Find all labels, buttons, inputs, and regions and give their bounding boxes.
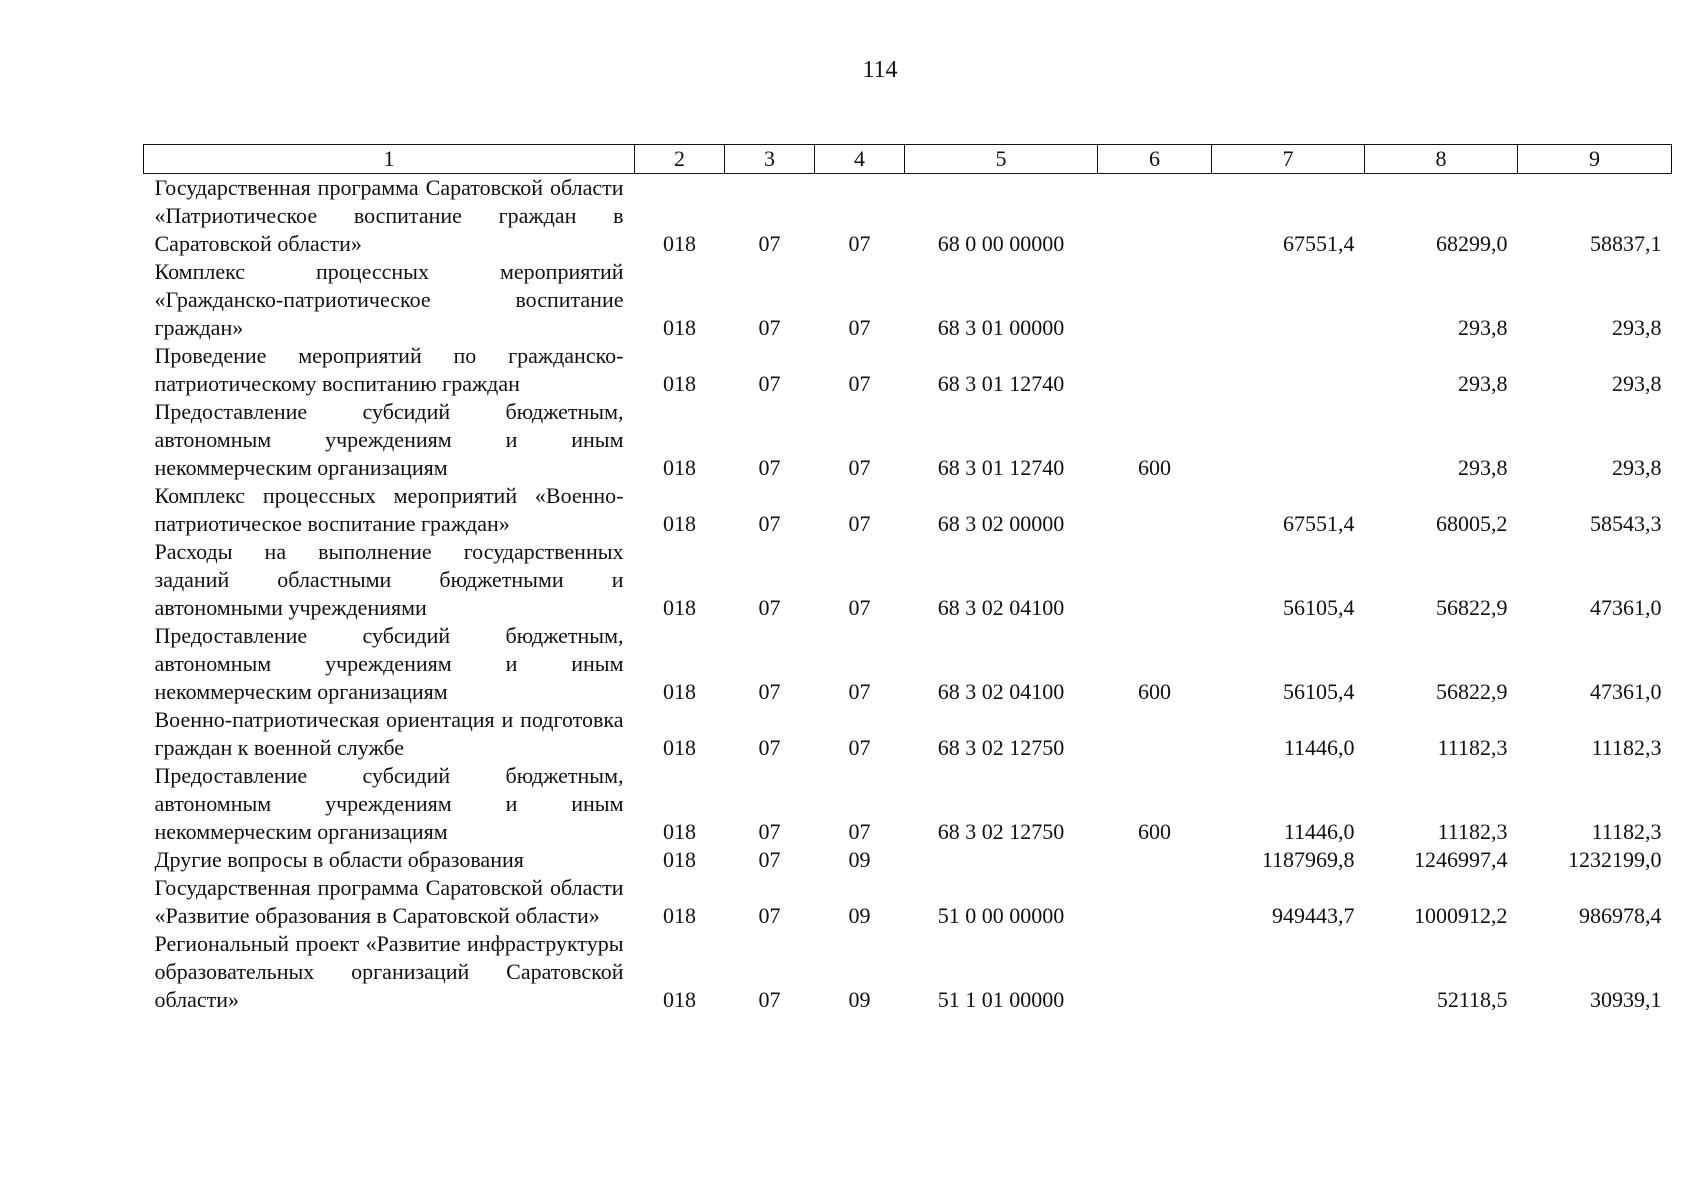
cell-ministry: 018 bbox=[663, 847, 696, 872]
cell-amount-2: 52118,5 bbox=[1436, 987, 1508, 1012]
row-name: Комплекс процессных мероприятий «Гражданско-патриотическое воспитание граждан» bbox=[154, 259, 624, 340]
cell-ministry: 018 bbox=[663, 315, 696, 340]
cell-target-code: 68 3 02 12750 bbox=[937, 735, 1065, 760]
cell-expense-type bbox=[1098, 846, 1212, 874]
cell-amount-3: 293,8 bbox=[1612, 315, 1662, 340]
cell-amount-2: 293,8 bbox=[1458, 315, 1508, 340]
cell-subsection: 09 bbox=[848, 987, 871, 1012]
cell-ministry: 018 bbox=[663, 511, 696, 536]
cell-target-code: 51 0 00 00000 bbox=[937, 903, 1065, 928]
row-name: Государственная программа Саратовской области «Развитие образования в Саратовской области» bbox=[154, 875, 624, 928]
cell-amount-1 bbox=[1212, 258, 1365, 342]
cell-amount-1: 11446,0 bbox=[1283, 819, 1355, 844]
cell-target-code: 68 3 02 04100 bbox=[937, 679, 1065, 704]
cell-amount-2: 11182,3 bbox=[1437, 819, 1508, 844]
table-row bbox=[144, 622, 1672, 706]
row-name: Предоставление субсидий бюджетным, автономным учреждениям и иным некоммерческим организациям bbox=[154, 763, 624, 844]
column-header: 5 bbox=[905, 145, 1098, 174]
table-body bbox=[144, 174, 1672, 1015]
cell-target-code bbox=[905, 846, 1098, 874]
cell-amount-2: 68005,2 bbox=[1436, 511, 1508, 536]
cell-target-code: 68 3 02 04100 bbox=[937, 595, 1065, 620]
row-name: Проведение мероприятий по гражданско-патриотическому воспитанию граждан bbox=[154, 343, 624, 396]
cell-amount-2: 1000912,2 bbox=[1414, 903, 1508, 928]
cell-target-code: 68 3 02 12750 bbox=[937, 819, 1065, 844]
cell-ministry: 018 bbox=[663, 679, 696, 704]
cell-amount-2: 293,8 bbox=[1458, 455, 1508, 480]
row-name: Предоставление субсидий бюджетным, автономным учреждениям и иным некоммерческим организациям bbox=[154, 623, 624, 704]
column-header: 3 bbox=[725, 145, 815, 174]
cell-ministry: 018 bbox=[663, 903, 696, 928]
cell-section: 07 bbox=[758, 231, 781, 256]
cell-amount-2: 56822,9 bbox=[1436, 595, 1508, 620]
cell-amount-1 bbox=[1212, 930, 1365, 1014]
table-row bbox=[144, 258, 1672, 342]
table-row bbox=[144, 482, 1672, 538]
cell-section: 07 bbox=[758, 511, 781, 536]
row-name: Предоставление субсидий бюджетным, автономным учреждениям и иным некоммерческим организациям bbox=[154, 399, 624, 480]
cell-expense-type: 600 bbox=[1138, 819, 1171, 844]
cell-amount-1: 67551,4 bbox=[1283, 511, 1355, 536]
cell-target-code: 51 1 01 00000 bbox=[937, 987, 1065, 1012]
cell-expense-type bbox=[1098, 874, 1212, 930]
table-row bbox=[144, 174, 1672, 259]
cell-section: 07 bbox=[758, 371, 781, 396]
cell-section: 07 bbox=[758, 455, 781, 480]
cell-amount-2: 1246997,4 bbox=[1414, 847, 1508, 872]
cell-section: 07 bbox=[758, 819, 781, 844]
cell-amount-1: 56105,4 bbox=[1283, 679, 1355, 704]
cell-amount-2: 293,8 bbox=[1458, 371, 1508, 396]
table-row bbox=[144, 874, 1672, 930]
cell-ministry: 018 bbox=[663, 231, 696, 256]
cell-target-code: 68 3 01 00000 bbox=[937, 315, 1065, 340]
cell-section: 07 bbox=[758, 847, 781, 872]
table-row bbox=[144, 342, 1672, 398]
cell-amount-1: 56105,4 bbox=[1283, 595, 1355, 620]
row-name: Региональный проект «Развитие инфраструктуры образовательных организаций Саратовской области» bbox=[154, 931, 624, 1012]
cell-amount-1: 67551,4 bbox=[1283, 231, 1355, 256]
table-row bbox=[144, 762, 1672, 846]
cell-amount-3: 986978,4 bbox=[1579, 903, 1662, 928]
cell-section: 07 bbox=[758, 735, 781, 760]
column-header: 6 bbox=[1098, 145, 1212, 174]
column-header: 1 bbox=[144, 145, 635, 174]
cell-amount-3: 1232199,0 bbox=[1568, 847, 1662, 872]
cell-expense-type bbox=[1098, 342, 1212, 398]
table-row bbox=[144, 538, 1672, 622]
cell-target-code: 68 0 00 00000 bbox=[937, 231, 1065, 256]
cell-expense-type bbox=[1098, 930, 1212, 1014]
row-name: Военно-патриотическая ориентация и подготовка граждан к военной службе bbox=[154, 707, 624, 760]
cell-amount-3: 47361,0 bbox=[1590, 595, 1662, 620]
cell-amount-2: 68299,0 bbox=[1436, 231, 1508, 256]
row-name: Комплекс процессных мероприятий «Военно-патриотическое воспитание граждан» bbox=[154, 483, 624, 536]
header-row bbox=[144, 145, 1672, 174]
cell-section: 07 bbox=[758, 903, 781, 928]
page-number: 114 bbox=[862, 57, 898, 83]
column-header: 8 bbox=[1365, 145, 1518, 174]
column-header: 4 bbox=[815, 145, 905, 174]
column-header: 7 bbox=[1212, 145, 1365, 174]
cell-expense-type bbox=[1098, 706, 1212, 762]
budget-table bbox=[143, 144, 1672, 1014]
cell-ministry: 018 bbox=[663, 735, 696, 760]
cell-subsection: 09 bbox=[848, 903, 871, 928]
cell-section: 07 bbox=[758, 679, 781, 704]
cell-ministry: 018 bbox=[663, 595, 696, 620]
cell-amount-3: 47361,0 bbox=[1590, 679, 1662, 704]
cell-ministry: 018 bbox=[663, 819, 696, 844]
table-row bbox=[144, 398, 1672, 482]
cell-amount-3: 293,8 bbox=[1612, 455, 1662, 480]
cell-amount-1: 11446,0 bbox=[1283, 735, 1355, 760]
column-header: 9 bbox=[1518, 145, 1672, 174]
row-name: Другие вопросы в области образования bbox=[154, 847, 524, 872]
cell-amount-1: 1187969,8 bbox=[1261, 847, 1355, 872]
table-row bbox=[144, 846, 1672, 874]
column-header: 2 bbox=[635, 145, 725, 174]
cell-ministry: 018 bbox=[663, 987, 696, 1012]
cell-subsection: 07 bbox=[848, 679, 871, 704]
cell-target-code: 68 3 02 00000 bbox=[937, 511, 1065, 536]
cell-amount-1: 949443,7 bbox=[1272, 903, 1355, 928]
cell-expense-type: 600 bbox=[1138, 455, 1171, 480]
cell-subsection: 09 bbox=[848, 847, 871, 872]
cell-expense-type bbox=[1098, 258, 1212, 342]
cell-section: 07 bbox=[758, 315, 781, 340]
table-row bbox=[144, 706, 1672, 762]
cell-amount-3: 58543,3 bbox=[1590, 511, 1662, 536]
cell-amount-3: 293,8 bbox=[1612, 371, 1662, 396]
cell-subsection: 07 bbox=[848, 371, 871, 396]
table-row bbox=[144, 930, 1672, 1014]
cell-amount-3: 30939,1 bbox=[1590, 987, 1662, 1012]
cell-target-code: 68 3 01 12740 bbox=[937, 371, 1065, 396]
table-header bbox=[144, 145, 1672, 174]
cell-amount-2: 56822,9 bbox=[1436, 679, 1508, 704]
cell-amount-3: 11182,3 bbox=[1591, 819, 1662, 844]
cell-ministry: 018 bbox=[663, 371, 696, 396]
cell-subsection: 07 bbox=[848, 511, 871, 536]
cell-expense-type bbox=[1098, 174, 1212, 259]
cell-amount-3: 58837,1 bbox=[1590, 231, 1662, 256]
cell-amount-1 bbox=[1212, 398, 1365, 482]
cell-amount-1 bbox=[1212, 342, 1365, 398]
cell-subsection: 07 bbox=[848, 231, 871, 256]
cell-subsection: 07 bbox=[848, 819, 871, 844]
cell-section: 07 bbox=[758, 987, 781, 1012]
cell-subsection: 07 bbox=[848, 735, 871, 760]
cell-subsection: 07 bbox=[848, 455, 871, 480]
cell-expense-type: 600 bbox=[1138, 679, 1171, 704]
cell-target-code: 68 3 01 12740 bbox=[937, 455, 1065, 480]
cell-ministry: 018 bbox=[663, 455, 696, 480]
row-name: Расходы на выполнение государственных заданий областными бюджетными и автономными учреждениями bbox=[154, 539, 624, 620]
cell-amount-3: 11182,3 bbox=[1591, 735, 1662, 760]
cell-expense-type bbox=[1098, 538, 1212, 622]
cell-subsection: 07 bbox=[848, 315, 871, 340]
cell-amount-2: 11182,3 bbox=[1437, 735, 1508, 760]
row-name: Государственная программа Саратовской области «Патриотическое воспитание граждан в Саратовской области» bbox=[154, 175, 624, 256]
cell-subsection: 07 bbox=[848, 595, 871, 620]
cell-expense-type bbox=[1098, 482, 1212, 538]
cell-section: 07 bbox=[758, 595, 781, 620]
